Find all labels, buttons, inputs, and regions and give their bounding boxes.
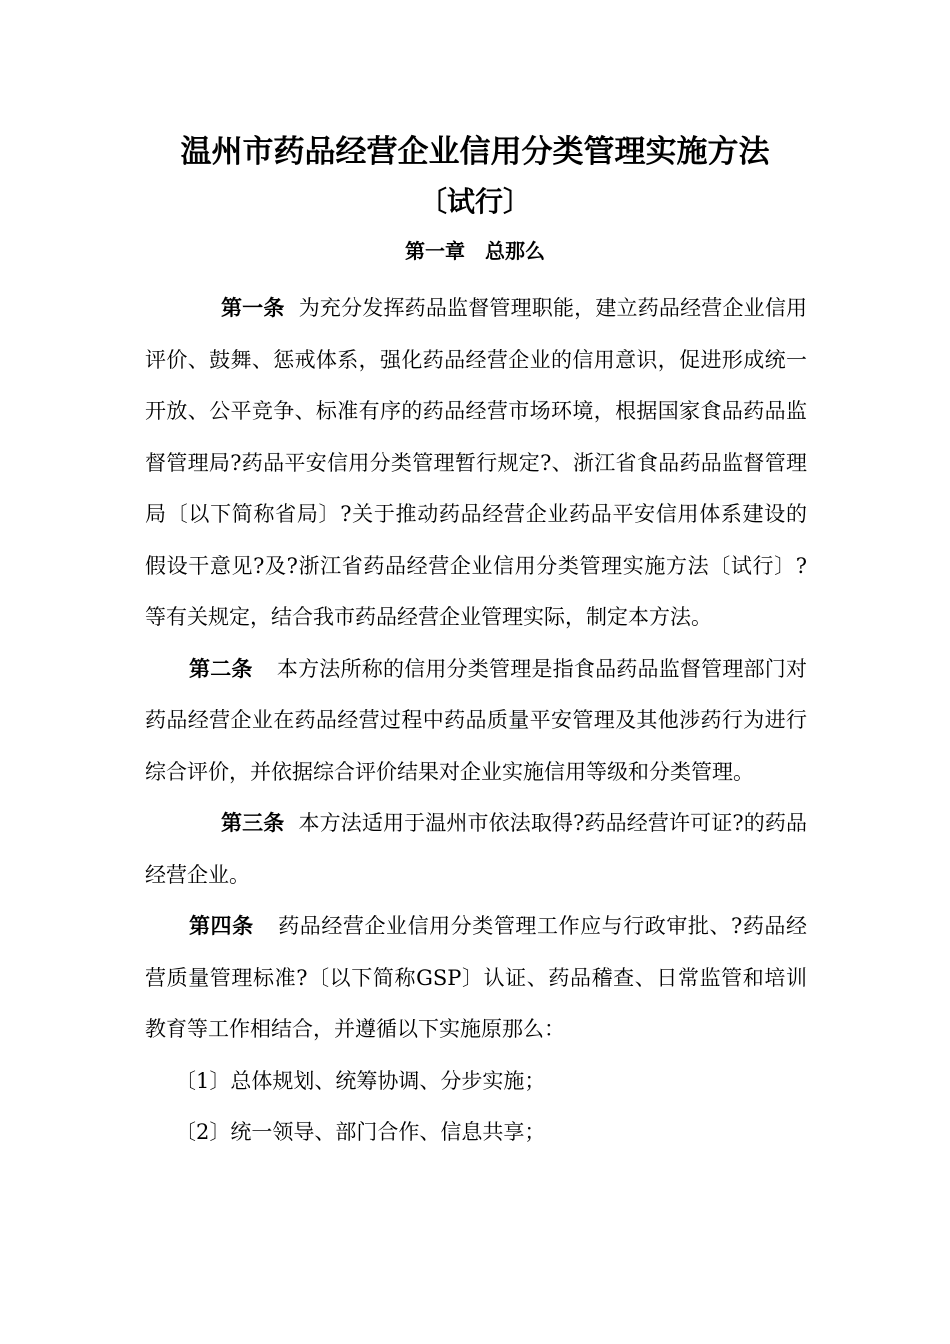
- document-title: 温州市药品经营企业信用分类管理实施方法: [180, 134, 770, 170]
- article-2: [145, 644, 807, 799]
- article-3-text: 本方法适用于温州市依法取得?药品经营许可证?的药品经营企业。: [145, 811, 808, 887]
- article-4-label: 第四条: [189, 914, 254, 938]
- article-2-label: 第二条: [189, 656, 253, 681]
- article-4: [145, 901, 807, 1056]
- article-1-label: 第一条: [221, 296, 285, 320]
- article-1: [145, 283, 807, 644]
- article-2-text: 本方法所称的信用分类管理是指食品药品监督管理部门对药品经营企业在药品经营过程中药品质量平安管理及其他涉药行为进行综合评价，并依据综合评价结果对企业实施信用等级和分类管理。: [145, 656, 808, 784]
- article-3: [145, 798, 807, 901]
- document-body: [145, 283, 807, 1159]
- list-item: 〔2〕统一领导、部门合作、信息共享；: [175, 1120, 546, 1144]
- list-item: 〔1〕总体规划、统筹协调、分步实施；: [175, 1068, 546, 1093]
- document-subtitle: 〔试行〕: [418, 185, 531, 218]
- chapter-heading: 第一章 总那么: [405, 239, 545, 263]
- article-3-label: 第三条: [221, 811, 285, 835]
- article-1-text: 为充分发挥药品监督管理职能，建立药品经营企业信用评价、鼓舞、惩戒体系，强化药品经营企业的信用意识，促进形成统一开放、公平竞争、标准有序的药品经营市场环境，根据国家食品药品监督管理局?药品平安信用分类管理暂行规定?、浙江省食品药品监督管理局〔以下简称省局〕?关于推动药品经营企业药品平安信用体系建设的假设干意见?及?浙江省药品经营企业信用分类管理实施方法〔试行〕?等有关规定，结合我市药品经营企业管理实际，制定本方法。: [145, 296, 808, 629]
- article-4-text: 药品经营企业信用分类管理工作应与行政审批、?药品经营质量管理标准?〔以下简称GSP〕认证、药品稽查、日常监管和培训教育等工作相结合，并遵循以下实施原那么：: [145, 914, 807, 1041]
